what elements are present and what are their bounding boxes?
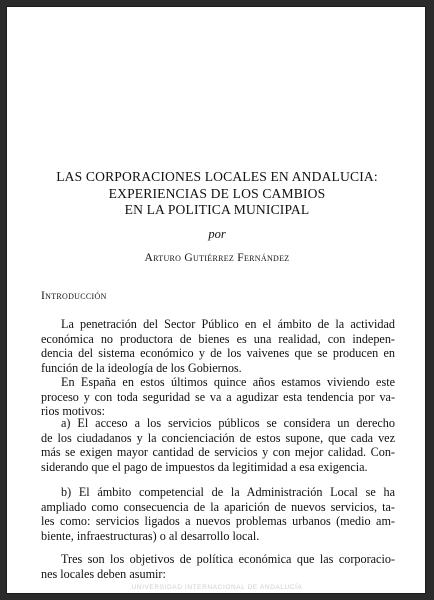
text-line: biente, infraestructuras) o al desarrollo local. <box>41 528 260 543</box>
text-line: función de la ideología de los Gobiernos. <box>41 360 242 375</box>
text-line: La penetración del Sector Público en el ámbito de la actividad <box>61 317 395 331</box>
byline-por: por <box>208 227 226 241</box>
paragraph <box>41 317 395 375</box>
author-name: Arturo Gutiérrez Fernández <box>144 252 290 264</box>
text-line: b) El ámbito competencial de la Administración Local se ha <box>61 485 395 499</box>
article-title <box>7 169 427 219</box>
text-line: nes locales deben asumir: <box>41 566 166 581</box>
text-line: a) El acceso a los servicios públicos se considera un derecho <box>61 416 395 430</box>
section-heading: Introducción <box>41 290 107 302</box>
text-line: ampliado como consecuencia de la aparición de nuevos servicios, ta- <box>41 499 395 514</box>
paragraph <box>41 375 395 419</box>
text-line: En España en estos últimos quince años estamos viviendo este <box>61 375 395 389</box>
paragraph <box>41 416 395 474</box>
text-line: económica no productora de bienes es una realidad, con indepen- <box>41 331 395 346</box>
paragraph <box>41 485 395 543</box>
text-line: de los ciudadanos y la concienciación de estos supone, que cada vez <box>41 430 395 445</box>
text-line: les como: servicios ligados a nuevos problemas urbanos (medio am- <box>41 514 395 529</box>
title-line: EXPERIENCIAS DE LOS CAMBIOS <box>108 185 326 201</box>
text-line: proceso y con toda seguridad se va a agudizar esta tendencia por va- <box>41 389 395 404</box>
watermark: UNIVERSIDAD INTERNACIONAL DE ANDALUCÍA <box>131 584 303 591</box>
document-page <box>6 6 426 594</box>
text-line: más se exigen mayor cantidad de servicios y con mejor calidad. Con- <box>41 445 395 460</box>
title-line: LAS CORPORACIONES LOCALES EN ANDALUCIA: <box>56 169 378 184</box>
text-line: Tres son los objetivos de política económica que las corporacio- <box>61 552 395 566</box>
text-line: dencia del sistema económico y de los vaivenes que se producen en <box>41 346 395 361</box>
text-line: siderando que el pago de impuestos da legitimidad a esa exigencia. <box>41 459 368 474</box>
text-line: rios motivos: <box>41 404 105 419</box>
title-line: EN LA POLITICA MUNICIPAL <box>124 202 310 217</box>
paragraph <box>41 552 395 581</box>
